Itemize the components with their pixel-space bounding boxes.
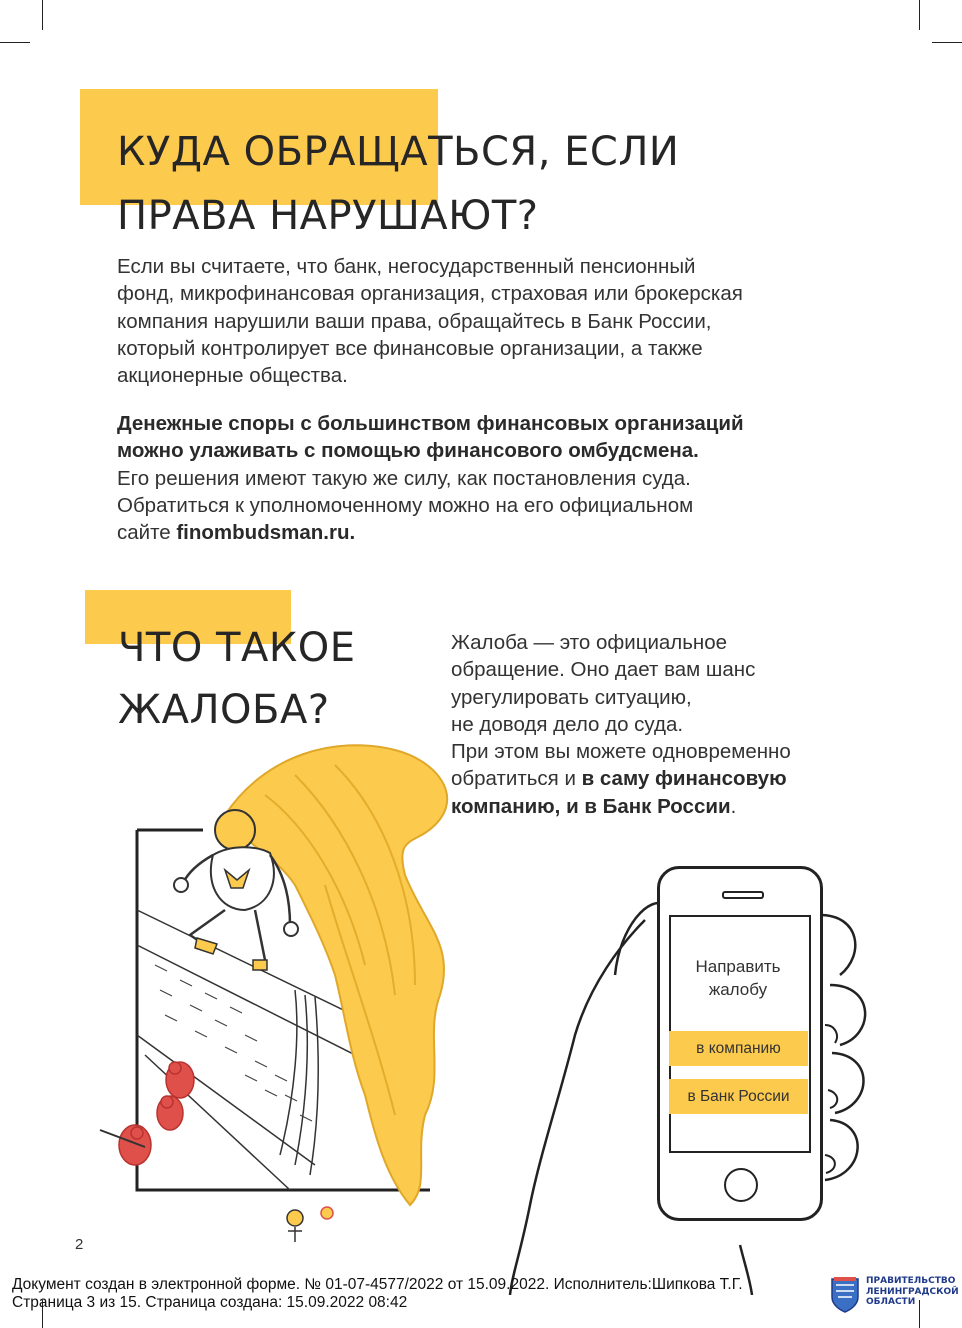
bold-text: в саму финансовую <box>581 767 787 791</box>
crop-mark <box>42 0 43 30</box>
text-line: урегулировать ситуацию, <box>451 685 692 709</box>
intro-paragraph <box>117 253 857 389</box>
text-line: обратиться и <box>451 767 582 791</box>
text-line: Обратиться к уполномоченному можно на его официальном <box>117 493 694 517</box>
complaint-paragraph <box>451 629 891 820</box>
page-number: 2 <box>75 1236 84 1253</box>
ombudsman-paragraph <box>117 410 857 546</box>
send-to-bank-russia-button[interactable]: в Банк России <box>669 1079 808 1114</box>
finombudsman-link[interactable]: finombudsman.ru. <box>176 521 356 545</box>
text-line: сайте <box>117 521 177 545</box>
logo-line: ЛЕНИНГРАДСКОЙ <box>866 1286 959 1297</box>
title-line: ЧТО ТАКОЕ <box>118 625 356 671</box>
text-line: Направить <box>695 957 781 976</box>
footer-document-info: Документ создан в электронной форме. № 01-07-4577/2022 от 15.09.2022. Исполнитель:Шипкова Т.Г. <box>12 1276 743 1293</box>
footer-page-info: Страница 3 из 15. Страница создана: 15.09.2022 08:42 <box>12 1294 408 1311</box>
logo-line: ПРАВИТЕЛЬСТВО <box>866 1276 956 1286</box>
text-line: акционерные общества. <box>117 364 348 388</box>
bold-text: компанию, и в Банк России <box>451 794 731 818</box>
text-line: фонд, микрофинансовая организация, страховая или брокерская <box>117 282 743 306</box>
crop-mark <box>932 42 962 43</box>
logo-line: ОБЛАСТИ <box>866 1297 916 1307</box>
text-line: . <box>730 794 737 818</box>
title-line: ЖАЛОБА? <box>118 687 330 733</box>
section-title-where-to-apply <box>117 120 679 248</box>
phone-prompt <box>668 955 808 1001</box>
text-line: Его решения имеют такую же силу, как постановления суда. <box>117 466 691 490</box>
crop-mark <box>0 42 30 43</box>
bold-text-line: можно улаживать с помощью финансового омбудсмена. <box>117 439 699 463</box>
phone-speaker <box>722 891 764 899</box>
phone-home-button[interactable] <box>724 1168 758 1202</box>
text-line: не доводя дело до суда. <box>451 712 684 736</box>
government-logo-text <box>866 1276 959 1308</box>
text-line: обращение. Оно дает вам шанс <box>451 658 756 682</box>
title-line: ПРАВА НАРУШАЮТ? <box>117 193 539 239</box>
bold-text-line: Денежные споры с большинством финансовых организаций <box>117 412 744 435</box>
text-line: компания нарушили ваши права, обращайтесь в Банк России, <box>117 309 712 333</box>
section-title-what-is-complaint <box>118 617 356 741</box>
text-line: При этом вы можете одновременно <box>451 740 791 764</box>
text-line: который контролирует все финансовые организации, а также <box>117 336 703 360</box>
superhero-illustration <box>95 735 475 1245</box>
title-line: КУДА ОБРАЩАТЬСЯ, ЕСЛИ <box>117 129 680 175</box>
coat-of-arms-icon <box>830 1277 860 1313</box>
text-line: жалобу <box>708 980 768 999</box>
send-to-company-button[interactable]: в компанию <box>669 1031 808 1066</box>
text-line: Если вы считаете, что банк, негосударственный пенсионный <box>117 255 696 278</box>
text-line: Жалоба — это официальное <box>451 631 728 654</box>
crop-mark <box>919 0 920 30</box>
